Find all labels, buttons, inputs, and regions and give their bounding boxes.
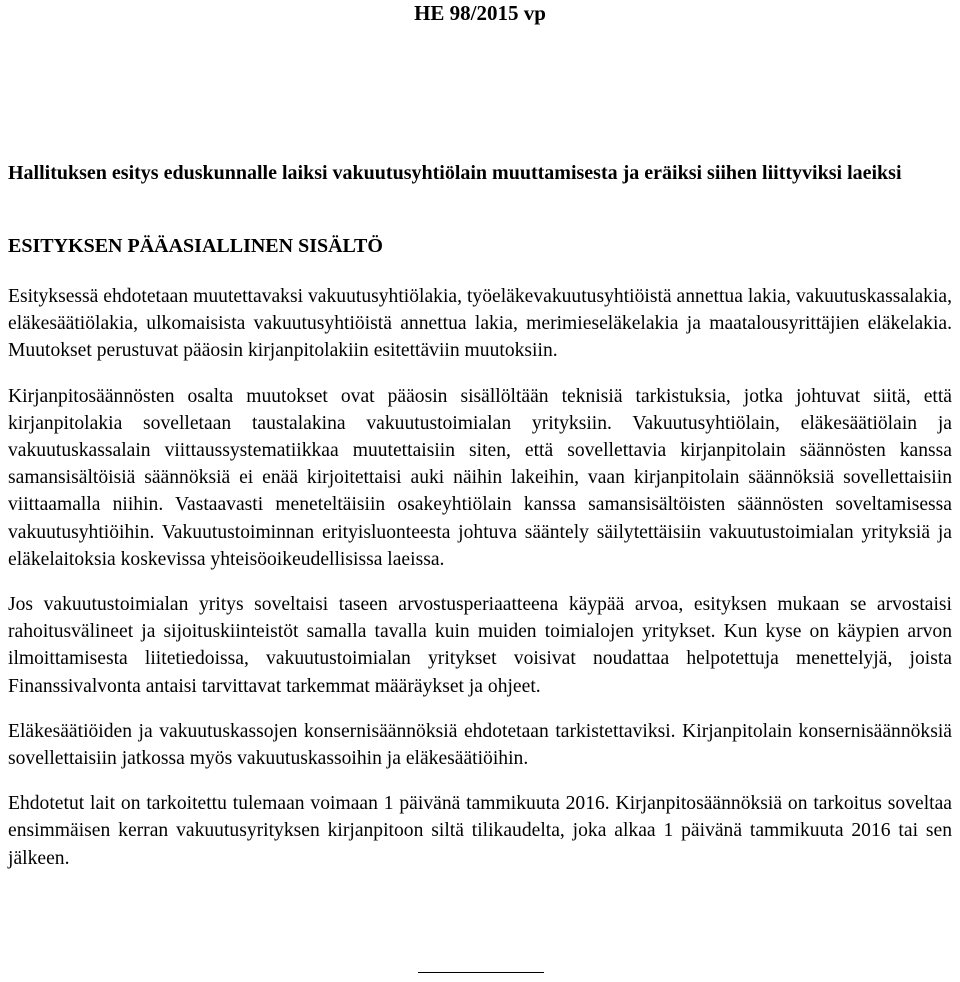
- document-title: Hallituksen esitys eduskunnalle laiksi vakuutusyhtiölain muuttamisesta ja eräiksi siihen liittyviksi laeiksi: [8, 162, 902, 184]
- document-body: [8, 283, 952, 890]
- section-heading: ESITYKSEN PÄÄASIALLINEN SISÄLTÖ: [8, 235, 383, 257]
- paragraph: Esityksessä ehdotetaan muutettavaksi vakuutusyhtiölakia, työeläkevakuutusyhtiöistä annettua lakia, vakuutuskassalakia, eläkesäätiölakia, ulkomaisista vakuutusyhtiöistä annettua lakia, merimieseläkelakia ja maatalousyrittäjien eläkelakia. Muutokset perustuvat pääosin kirjanpitolakiin esitettäviin muutoksiin.: [8, 286, 952, 362]
- paragraph: Ehdotetut lait on tarkoitettu tulemaan voimaan 1 päivänä tammikuuta 2016. Kirjanpitosäännöksiä on tarkoitus soveltaa ensimmäisen kerran vakuutusyrityksen kirjanpitoon siltä tilikaudelta, joka alkaa 1 päivänä tammikuuta 2016 tai sen jälkeen.: [8, 793, 952, 869]
- document-id: HE 98/2015 vp: [414, 1, 546, 25]
- paragraph: Kirjanpitosäännösten osalta muutokset ovat pääosin sisällöltään teknisiä tarkistuksia, jotka johtuvat siitä, että kirjanpitolakia sovelletaan taustalakina vakuutustoimialan yrityksiin. Vakuutusyhtiölain, eläkesäätiölain ja vakuutuskassalain viittaussystematiikkaa muutettaisiin siten, että sovellettavia kirjanpitolain säännösten kanssa samansisältöisiä säännöksiä ei enää kirjoitettaisi auki näihin lakeihin, vaan kirjanpitolain säännöksiä sovellettaisiin viittaamalla niihin. Vastaavasti meneteltäisiin osakeyhtiölain kanssa samansisältöisten säännösten soveltamisessa vakuutusyhtiöihin. Vakuutustoiminnan erityisluonteesta johtuva sääntely säilytettäisiin vakuutustoimialan yrityksiä ja eläkelaitoksia koskevissa yhteisöoikeudellisissa laeissa.: [8, 385, 952, 570]
- paragraph: Eläkesäätiöiden ja vakuutuskassojen konsernisäännöksiä ehdotetaan tarkistettaviksi. Kirjanpitolain konsernisäännöksiä sovellettaisiin jatkossa myös vakuutuskassoihin ja eläkesäätiöihin.: [8, 720, 952, 770]
- end-rule-divider: [418, 972, 544, 973]
- paragraph: Jos vakuutustoimialan yritys soveltaisi taseen arvostusperiaatteena käypää arvoa, esityksen mukaan se arvostaisi rahoitusvälineet ja sijoituskiinteistöt samalla tavalla kuin muiden toimialojen yritykset. Kun kyse on käypien arvon ilmoittamisesta liitetiedoissa, vakuutustoimialan yritykset voisivat noudattaa helpotettuja menettelyjä, joista Finanssivalvonta antaisi tarvittavat tarkemmat määräykset ja ohjeet.: [8, 594, 952, 697]
